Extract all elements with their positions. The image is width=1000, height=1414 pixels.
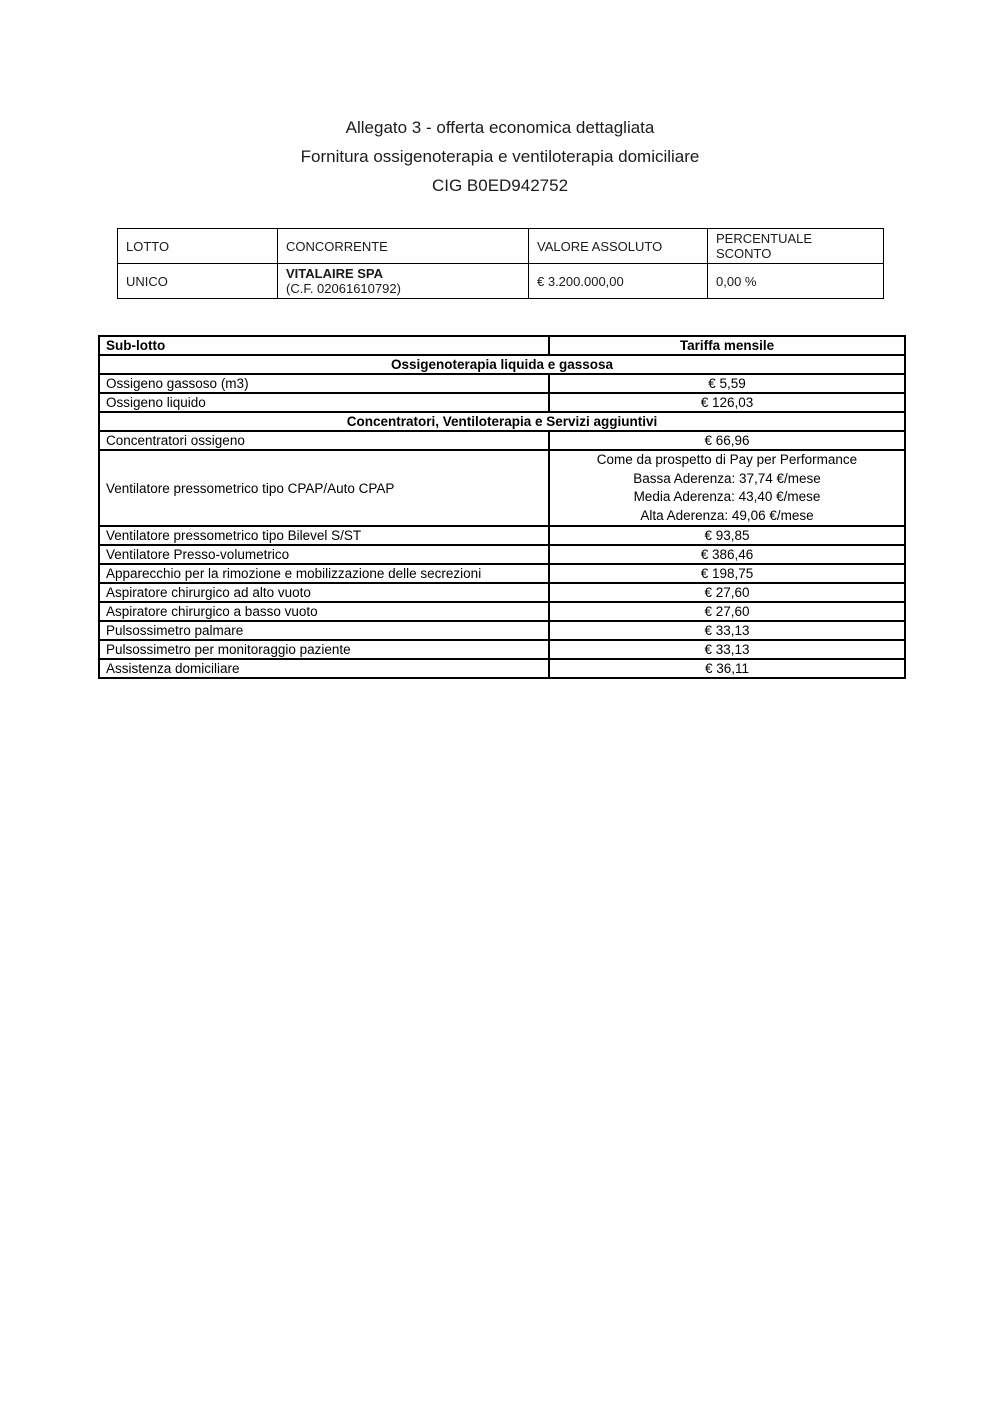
col-header-valore-assoluto: VALORE ASSOLUTO bbox=[529, 229, 708, 264]
item-label: Ossigeno gassoso (m3) bbox=[99, 374, 549, 393]
tariff-table bbox=[98, 335, 906, 679]
tariff-row bbox=[99, 545, 905, 564]
section-row-concentratori bbox=[99, 412, 905, 431]
offer-row bbox=[118, 264, 884, 299]
tariff-row bbox=[99, 374, 905, 393]
item-label: Ventilatore Presso-volumetrico bbox=[99, 545, 549, 564]
col-header-sub-lotto: Sub-lotto bbox=[99, 336, 549, 355]
item-tariff: € 386,46 bbox=[549, 545, 905, 564]
item-tariff: € 126,03 bbox=[549, 393, 905, 412]
section-row-ossigenoterapia bbox=[99, 355, 905, 374]
tariff-row bbox=[99, 526, 905, 545]
item-label: Aspiratore chirurgico a basso vuoto bbox=[99, 602, 549, 621]
item-label: Concentratori ossigeno bbox=[99, 431, 549, 450]
offer-summary-table bbox=[117, 228, 884, 299]
item-label: Ventilatore pressometrico tipo CPAP/Auto CPAP bbox=[99, 450, 549, 526]
tariff-row bbox=[99, 564, 905, 583]
item-tariff: € 27,60 bbox=[549, 583, 905, 602]
ppp-line: Media Aderenza: 43,40 €/mese bbox=[633, 489, 821, 504]
item-label: Pulsossimetro per monitoraggio paziente bbox=[99, 640, 549, 659]
offer-table-header-row bbox=[118, 229, 884, 264]
item-label: Ossigeno liquido bbox=[99, 393, 549, 412]
item-label: Ventilatore pressometrico tipo Bilevel S/ST bbox=[99, 526, 549, 545]
tariff-row-cpap bbox=[99, 450, 905, 526]
item-tariff: € 5,59 bbox=[549, 374, 905, 393]
pay-per-performance-lines bbox=[556, 451, 898, 525]
document-title: Allegato 3 - offerta economica dettagliata bbox=[345, 118, 655, 137]
tariff-row bbox=[99, 583, 905, 602]
item-tariff: € 198,75 bbox=[549, 564, 905, 583]
tariff-table-header-row bbox=[99, 336, 905, 355]
tariff-row bbox=[99, 602, 905, 621]
concorrente-cell bbox=[278, 264, 529, 299]
concorrente-name: VITALAIRE SPA bbox=[286, 266, 384, 281]
valore-assoluto-value: € 3.200.000,00 bbox=[529, 264, 708, 299]
percentuale-sconto-value: 0,00 % bbox=[708, 264, 884, 299]
tariff-row bbox=[99, 393, 905, 412]
tariff-row bbox=[99, 621, 905, 640]
document-subtitle: Fornitura ossigenoterapia e ventiloterapia domiciliare bbox=[300, 147, 700, 166]
item-label: Apparecchio per la rimozione e mobilizzazione delle secrezioni bbox=[99, 564, 549, 583]
item-tariff: € 33,13 bbox=[549, 621, 905, 640]
tariff-row bbox=[99, 659, 905, 678]
item-tariff-multiline bbox=[549, 450, 905, 526]
lotto-value: UNICO bbox=[118, 264, 278, 299]
percentuale-sconto-header-label: PERCENTUALE SCONTO bbox=[716, 231, 813, 261]
tariff-row bbox=[99, 431, 905, 450]
ppp-line: Come da prospetto di Pay per Performance bbox=[596, 452, 858, 467]
col-header-lotto: LOTTO bbox=[118, 229, 278, 264]
item-tariff: € 36,11 bbox=[549, 659, 905, 678]
item-tariff: € 66,96 bbox=[549, 431, 905, 450]
item-label: Assistenza domiciliare bbox=[99, 659, 549, 678]
col-header-tariffa-mensile: Tariffa mensile bbox=[549, 336, 905, 355]
concorrente-fiscal-code: (C.F. 02061610792) bbox=[286, 281, 401, 296]
item-tariff: € 93,85 bbox=[549, 526, 905, 545]
section-label: Ossigenoterapia liquida e gassosa bbox=[99, 355, 905, 374]
ppp-line: Bassa Aderenza: 37,74 €/mese bbox=[633, 470, 821, 486]
item-tariff: € 33,13 bbox=[549, 640, 905, 659]
col-header-concorrente: CONCORRENTE bbox=[278, 229, 529, 264]
item-label: Pulsossimetro palmare bbox=[99, 621, 549, 640]
document-cig: CIG B0ED942752 bbox=[431, 176, 569, 195]
tariff-row bbox=[99, 640, 905, 659]
section-label: Concentratori, Ventiloterapia e Servizi aggiuntivi bbox=[99, 412, 905, 431]
col-header-percentuale-sconto bbox=[708, 229, 884, 264]
item-tariff: € 27,60 bbox=[549, 602, 905, 621]
item-label: Aspiratore chirurgico ad alto vuoto bbox=[99, 583, 549, 602]
document-title-block bbox=[0, 113, 1000, 200]
ppp-line: Alta Aderenza: 49,06 €/mese bbox=[640, 507, 814, 523]
